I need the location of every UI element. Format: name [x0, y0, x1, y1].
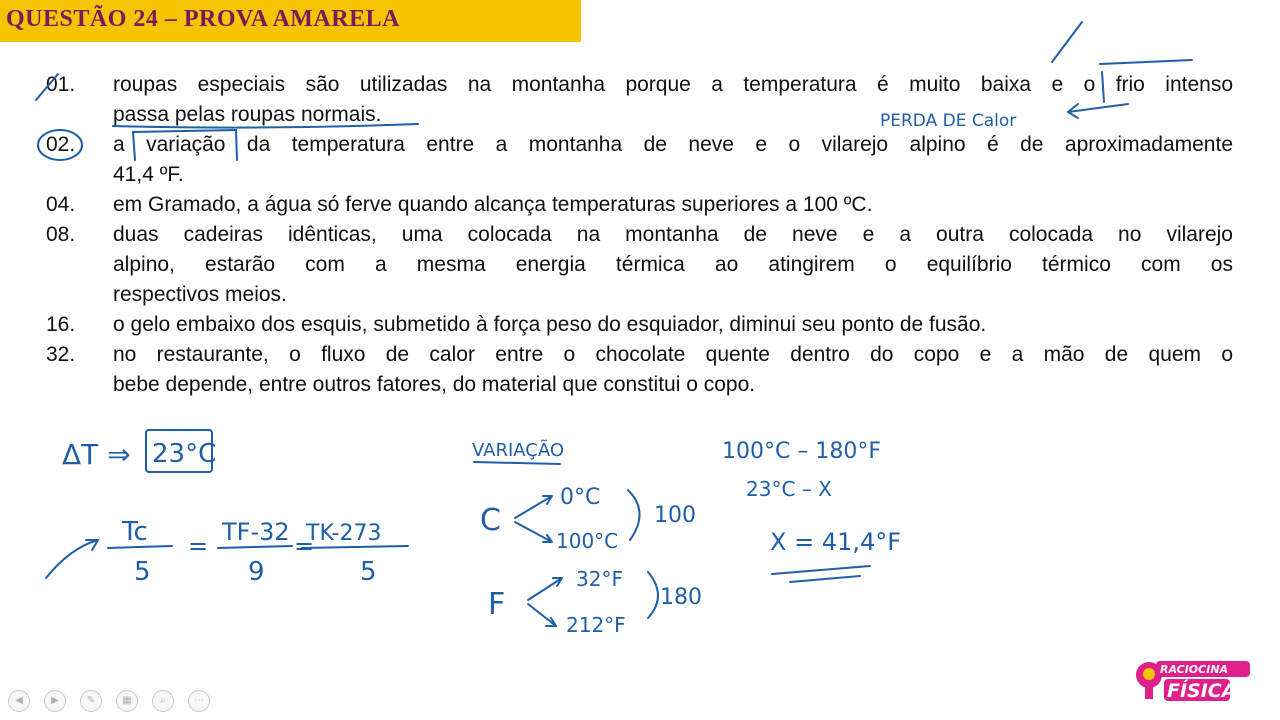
item-line: bebe depende, entre outros fatores, do material que constitui o copo. — [113, 373, 756, 396]
handwritten-proportion: 23°C – X — [746, 477, 832, 501]
item-line: duas cadeiras idênticas, uma colocada na montanha de neve e a outra colocada no vilarejo — [113, 223, 1233, 246]
item-line: no restaurante, o fluxo de calor entre o chocolate quente dentro do copo e a mão de quem o — [113, 343, 1233, 366]
underline-mark — [113, 124, 418, 128]
handwritten-f-label: F — [488, 587, 506, 622]
handwritten-result: X = 41,4°F — [770, 528, 902, 556]
slides-icon[interactable]: ▦ — [116, 690, 138, 712]
raciocina-fisica-logo — [1134, 655, 1252, 705]
item-number: 16. — [46, 313, 76, 336]
brace-mark — [648, 572, 658, 618]
item-line: o gelo embaixo dos esquis, submetido à força peso do esquiador, diminui seu ponto de fusão. — [113, 313, 987, 336]
handwritten-tc: Tc — [122, 517, 148, 547]
arrow-mark — [46, 540, 98, 578]
item-number: 08. — [46, 223, 76, 246]
handwritten-denominator-9: 9 — [248, 557, 265, 587]
item-line: roupas especiais são utilizadas na montanha porque a temperatura é muito baixa e o frio intenso — [113, 73, 1233, 96]
handwritten-c-bottom: 100°C — [556, 529, 619, 553]
fraction-bar — [218, 546, 292, 548]
handwritten-equals: = — [188, 532, 209, 560]
item-number: 01. — [46, 73, 76, 96]
handwritten-f-bottom: 212°F — [566, 613, 626, 637]
underline-mark — [474, 462, 560, 464]
arrow-mark — [515, 522, 552, 542]
handwritten-delta-t: ΔT ⇒ — [62, 438, 131, 471]
box-mark — [1102, 72, 1104, 102]
item-number: 32. — [46, 343, 76, 366]
question-title: QUESTÃO 24 – PROVA AMARELA — [6, 6, 400, 32]
item-number: 02. — [46, 133, 76, 156]
handwritten-ratio: 100°C – 180°F — [722, 439, 881, 464]
handwritten-c-top: 0°C — [560, 485, 601, 510]
strike-mark — [36, 74, 58, 100]
arrow-mark — [528, 578, 562, 600]
item-line: a variação da temperatura entre a montanha de neve e o vilarejo alpino é de aproximadamente — [113, 133, 1233, 156]
item-line: respectivos meios. — [113, 283, 287, 306]
item-line: passa pelas roupas normais. — [113, 103, 382, 126]
item-number: 04. — [46, 193, 76, 216]
handwritten-c-range: 100 — [654, 503, 696, 528]
pen-icon[interactable]: ✎ — [80, 690, 102, 712]
handwritten-tk: TK-273 — [306, 521, 382, 546]
circle-mark — [38, 130, 82, 160]
check-mark — [1052, 22, 1082, 62]
handwritten-equals: = — [294, 532, 315, 560]
zoom-icon[interactable]: ⌕ — [152, 690, 174, 712]
box-mark — [1100, 60, 1192, 64]
handwritten-perda-de-calor: PERDA DE Calor — [880, 111, 1017, 131]
handwritten-f-top: 32°F — [576, 567, 623, 591]
more-icon[interactable]: ⋯ — [188, 690, 210, 712]
handwritten-variacao: VARIAÇÃO — [472, 440, 565, 461]
handwritten-denominator-5: 5 — [360, 557, 377, 587]
fraction-bar — [302, 546, 408, 548]
item-line: 41,4 ºF. — [113, 163, 184, 186]
handwritten-tf: TF-32 — [222, 518, 290, 546]
next-icon[interactable]: ▶ — [44, 690, 66, 712]
arrow-mark — [1068, 104, 1128, 118]
brace-mark — [628, 490, 640, 540]
handwritten-c-label: C — [480, 503, 501, 538]
arrow-mark — [528, 604, 556, 626]
underline-mark — [790, 576, 860, 582]
logo-line-2: FÍSICA — [1167, 680, 1237, 702]
arrow-mark — [515, 496, 552, 518]
underline-mark — [772, 566, 870, 574]
item-line: alpino, estarão com a mesma energia térmica ao atingirem o equilíbrio térmico com os — [113, 253, 1233, 276]
item-line: em Gramado, a água só ferve quando alcança temperaturas superiores a 100 ºC. — [113, 193, 873, 216]
handwritten-f-range: 180 — [660, 585, 702, 610]
handwritten-denominator-5: 5 — [134, 557, 151, 587]
box-mark — [133, 130, 237, 160]
handwritten-delta-value: 23°C — [152, 439, 217, 469]
previous-icon[interactable]: ◀ — [8, 690, 30, 712]
logo-line-1: RACIOCINA — [1160, 663, 1229, 676]
